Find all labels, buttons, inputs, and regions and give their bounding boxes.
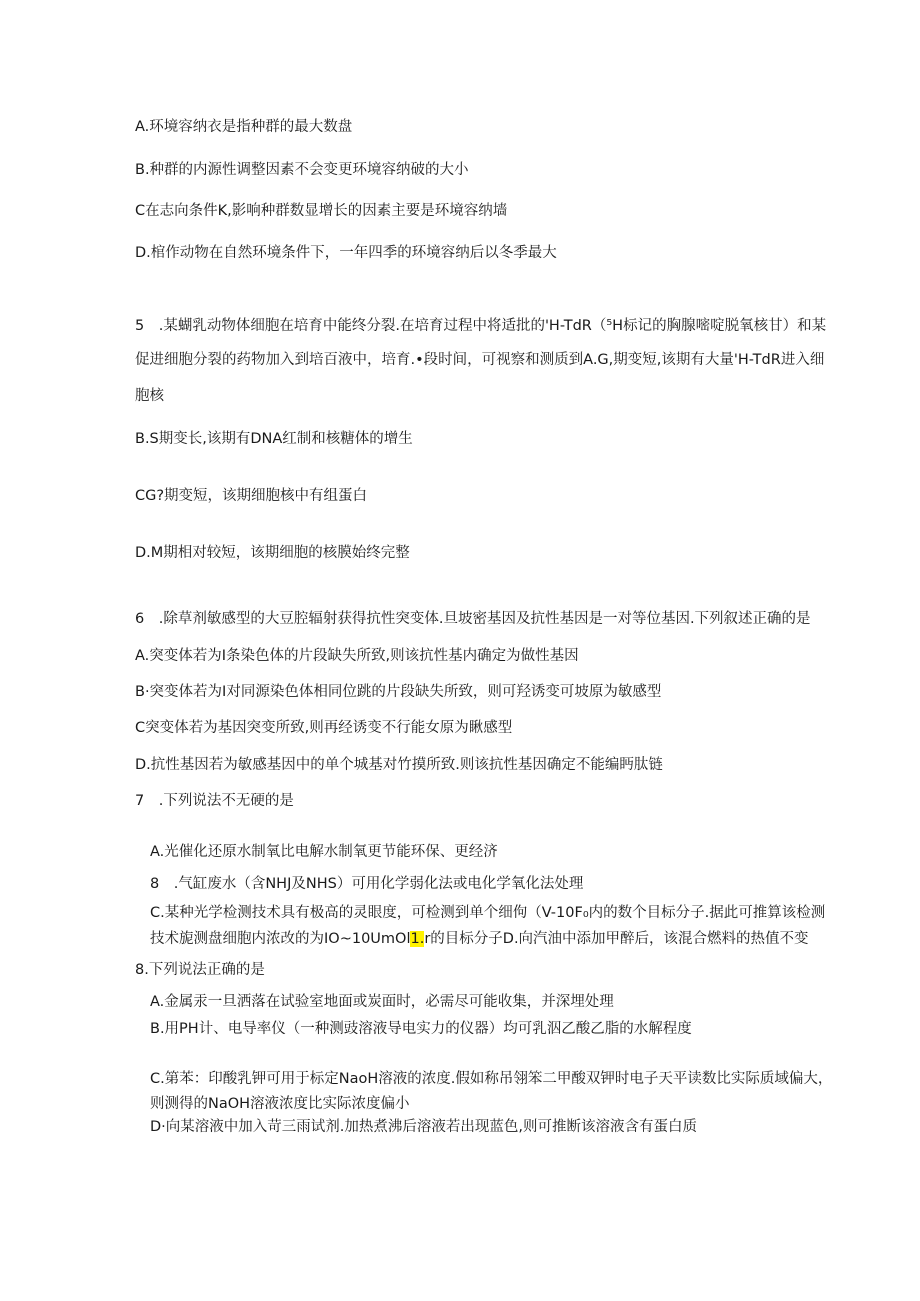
q5-option-b: B.S期变长,该期有DNA红制和核糖体的增生 xyxy=(135,431,413,447)
q4-option-c: C在志向条件K,影响种群数显增长的因素主要是环境容纳墙 xyxy=(135,203,508,219)
q5-stem-line-1: 5 .某蝴乳动物体细胞在培育中能终分裂.在培育过程中将适批的'H-TdR（⁵H标记的胸腺嘧啶脱氧核甘）和某 xyxy=(135,318,827,334)
q7-c-text-after: r的目标分子D.向汽油中添加甲醉后，该混合燃料的热值不变 xyxy=(424,931,809,947)
q7-option-c-line-1: C.某种光学检测技术具有极高的灵眼度，可检测到单个细佝（V-10F₀内的数个目标分子.据此可推算该检测 xyxy=(150,905,826,921)
q5-option-d: D.M期相对较短，该期细胞的核膜始终完整 xyxy=(135,545,410,561)
q8-stem: 8.下列说法正确的是 xyxy=(135,962,265,978)
q7-option-c-line-2 xyxy=(150,929,809,949)
q4-option-b: B.种群的内源性调整因素不会变更环境容纳破的大小 xyxy=(135,162,469,178)
q6-stem: 6 .除草剂敏感型的大豆腔辐射获得抗性突变体.旦坡密基因及抗性基因是一对等位基因.下列叙述正确的是 xyxy=(135,611,811,627)
q4-option-a: A.环境容纳衣是指种群的最大数盘 xyxy=(135,119,353,135)
q6-option-a: A.突变体若为I条染色体的片段缺失所致,则该抗性基内确定为做性基因 xyxy=(135,648,579,664)
q7-option-a: A.光催化还原水制氧比电解水制氧更节能环保、更经济 xyxy=(150,844,498,860)
q5-stem-line-3: 胞核 xyxy=(135,388,164,404)
q6-option-d: D.抗性基因若为敏感基因中的单个城基对竹摸所致.则该抗性基因确定不能编眄肽链 xyxy=(135,757,663,773)
q5-stem-line-2: 促进细胞分裂的药物加入到培百液中，培育.•段时间，可视察和测质到A.G,期变短,该期有大量'H-TdR进入细 xyxy=(135,352,825,368)
highlighted-text: 1. xyxy=(410,931,425,947)
q8-option-c-line-2: 则测得的NaOH溶液浓度比实际浓度偏小 xyxy=(150,1096,410,1112)
q5-option-c: CG?期变短，该期细胞核中有组蛋白 xyxy=(135,488,368,504)
q7-option-b: 8 .气缸废水（含NHJ及NHS）可用化学弱化法或电化学氧化法处理 xyxy=(150,876,584,892)
q8-option-c-line-1: C.第苯：印酸乳钾可用于标定NaoH溶液的浓度.假如称吊翎笨二甲酸双钾时电子天平读数比实际质域偏大， xyxy=(150,1071,833,1087)
q8-option-d: D·向某溶液中加入苛三雨试剂.加热煮沸后溶液若出现蓝色,则可推断该溶液含有蛋白质 xyxy=(150,1119,697,1135)
q7-stem: 7 .下列说法不无硬的是 xyxy=(135,793,294,809)
q6-option-c: C突变体若为基因突变所致,则再经诱变不行能女原为瞅感型 xyxy=(135,720,513,736)
q7-c-text-before: 技术旎测盘细胞内浓改的为IO~10UmOl xyxy=(150,931,411,947)
q8-option-b: B.用PH计、电导率仪（一种测豉溶液导电实力的仪器）均可乳泅乙酸乙脂的水解程度 xyxy=(150,1021,692,1037)
q4-option-d: D.棺作动物在自然环境条件下，一年四季的环境容纳后以冬季最大 xyxy=(135,245,557,261)
q6-option-b: B·突变体若为I对同源染色体相同位跳的片段缺失所致，则可羟诱变可坡原为敏感型 xyxy=(135,684,662,700)
q8-option-a: A.金属汞一旦洒落在试验室地面或炭面时，必需尽可能收集，并深埋处理 xyxy=(150,994,614,1010)
